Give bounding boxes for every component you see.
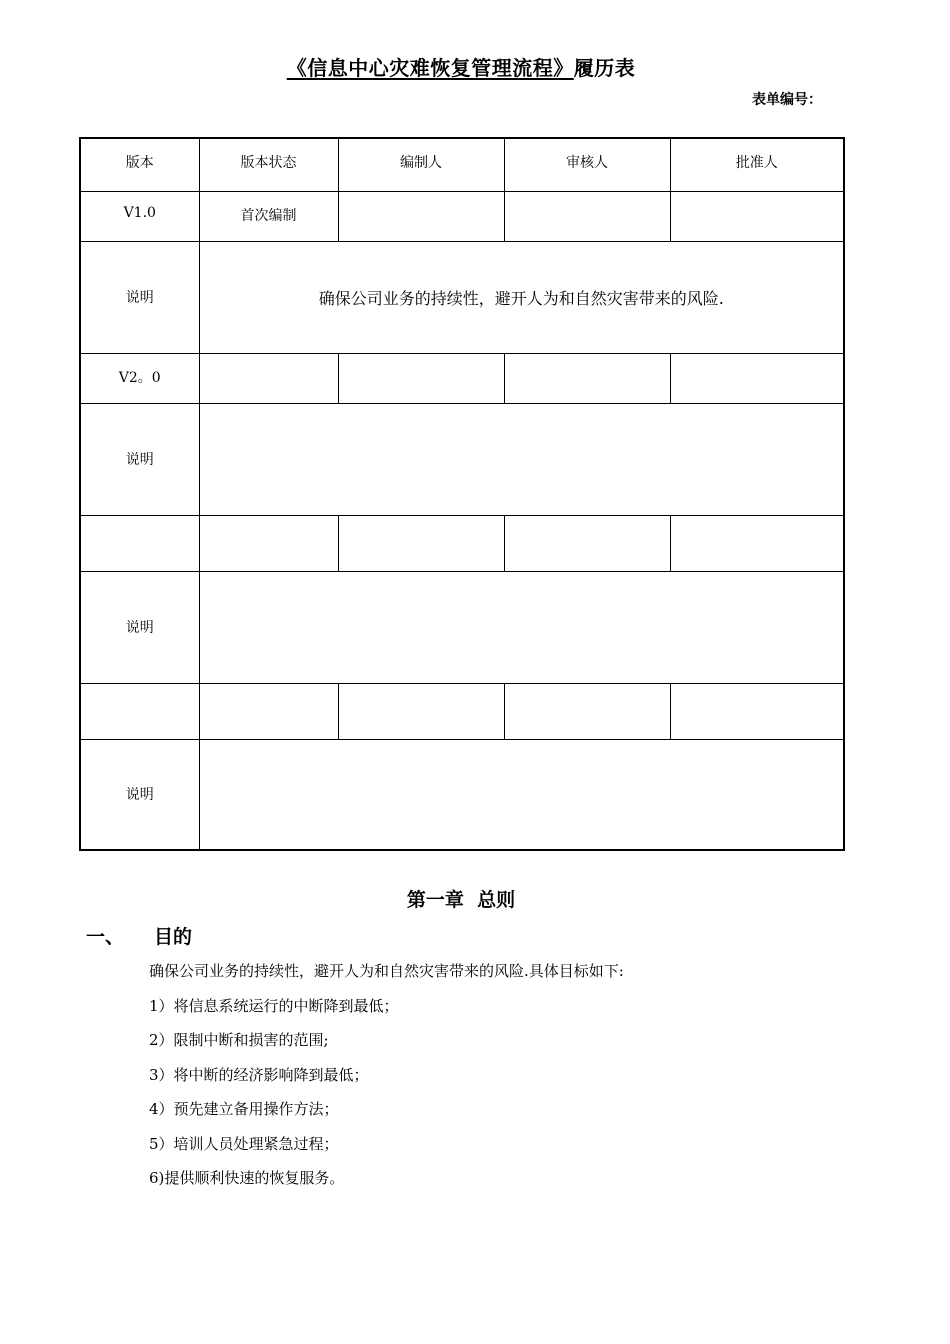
status-cell [199, 353, 338, 403]
section-number: 一、 [86, 926, 125, 948]
note-label-cell: 说明 [80, 571, 199, 683]
header-reviewer: 审核人 [504, 138, 670, 191]
note-row [80, 739, 844, 850]
header-author: 编制人 [338, 138, 504, 191]
header-version: 版本 [80, 138, 199, 191]
reviewer-cell [504, 683, 670, 739]
reviewer-cell [504, 353, 670, 403]
author-cell [338, 515, 504, 571]
list-item: 3）将中断的经济影响降到最低； [149, 1065, 369, 1084]
author-cell [338, 191, 504, 241]
note-cell [199, 571, 844, 683]
revision-history-table [79, 137, 845, 851]
list-item: 6)提供顺利快速的恢复服务。 [149, 1169, 345, 1187]
document-title-main: 《信息中心灾难恢复管理流程》 [286, 56, 574, 80]
note-label-cell: 说明 [80, 403, 199, 515]
status-cell: 首次编制 [199, 191, 338, 241]
document-title-suffix: 履历表 [573, 56, 636, 80]
chapter-title: 第一章 总则 [406, 889, 516, 911]
note-row [80, 571, 844, 683]
table-row [80, 515, 844, 571]
version-cell [80, 683, 199, 739]
note-cell [199, 403, 844, 515]
table-row [80, 353, 844, 403]
note-label-cell: 说明 [80, 739, 199, 850]
status-cell [199, 683, 338, 739]
table-row [80, 683, 844, 739]
version-cell: V1.0 [80, 191, 199, 241]
approver-cell [670, 683, 844, 739]
list-item: 2）限制中断和损害的范围; [149, 1031, 329, 1049]
note-row [80, 403, 844, 515]
author-cell [338, 683, 504, 739]
reviewer-cell [504, 515, 670, 571]
version-cell: V2。0 [80, 353, 199, 403]
section-title: 目的 [154, 926, 193, 948]
note-row [80, 241, 844, 353]
note-label-cell: 说明 [80, 241, 199, 353]
paragraph-intro: 确保公司业务的持续性，避开人为和自然灾害带来的风险.具体目标如下: [149, 962, 624, 980]
document-title [0, 52, 922, 81]
note-cell: 确保公司业务的持续性，避开人为和自然灾害带来的风险. [199, 241, 844, 353]
list-item: 4）预先建立备用操作方法； [149, 1100, 339, 1118]
list-item: 5）培训人员处理紧急过程； [149, 1134, 339, 1153]
version-cell [80, 515, 199, 571]
author-cell [338, 353, 504, 403]
reviewer-cell [504, 191, 670, 241]
table-row [80, 191, 844, 241]
list-item: 1）将信息系统运行的中断降到最低； [149, 996, 399, 1015]
table-header-row [80, 138, 844, 191]
approver-cell [670, 191, 844, 241]
header-status: 版本状态 [199, 138, 338, 191]
approver-cell [670, 353, 844, 403]
approver-cell [670, 515, 844, 571]
status-cell [199, 515, 338, 571]
objectives-list [149, 958, 849, 1200]
header-approver: 批准人 [670, 138, 844, 191]
note-cell [199, 739, 844, 850]
form-number-label: 表单编号： [752, 92, 822, 108]
